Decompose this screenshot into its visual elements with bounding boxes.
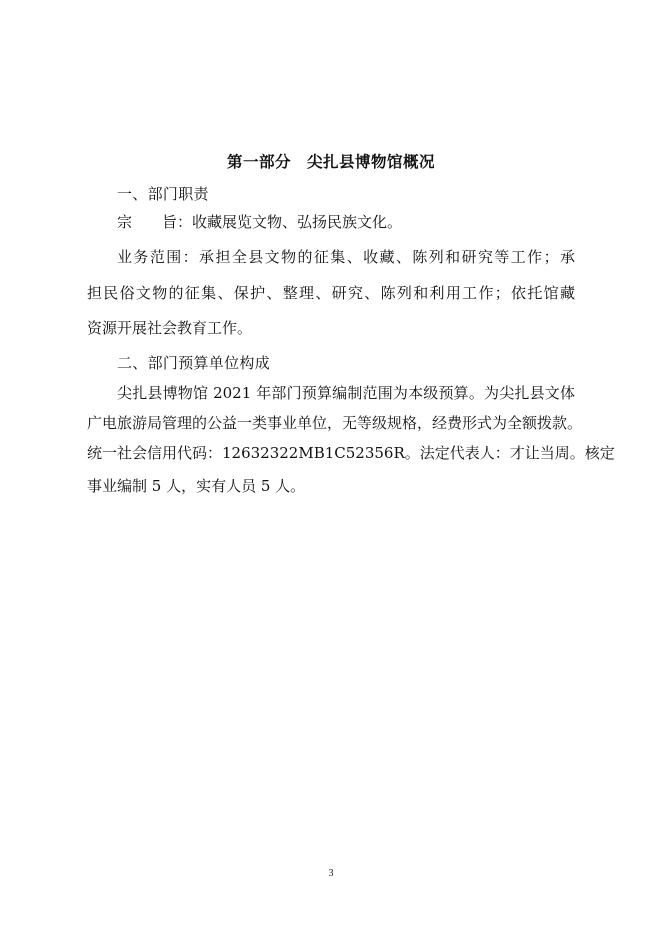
scope-line-2: 担民俗文物的征集、保护、整理、研究、陈列和利用工作；依托馆藏	[87, 284, 575, 302]
mission-statement: 宗 旨：收藏展览文物、弘扬民族文化。	[117, 213, 403, 231]
budget-line-2: 广电旅游局管理的公益一类事业单位，无等级规格，经费形式为全额拨款。	[87, 414, 583, 432]
page-number: 3	[328, 868, 334, 879]
scope-line-3: 资源开展社会教育工作。	[87, 319, 253, 337]
page-title: 第一部分 尖扎县博物馆概况	[226, 153, 435, 171]
budget-line-4: 事业编制 5 人，实有人员 5 人。	[87, 477, 306, 495]
scope-line-1: 业务范围：承担全县文物的征集、收藏、陈列和研究等工作；承	[117, 248, 575, 266]
budget-line-3: 统一社会信用代码：12632322MB1C52356R。法定代表人：才让当周。核定	[87, 444, 615, 462]
section-heading-responsibilities: 一、部门职责	[117, 185, 209, 203]
section-heading-budget-units: 二、部门预算单位构成	[117, 354, 271, 372]
budget-line-1: 尖扎县博物馆 2021 年部门预算编制范围为本级预算。为尖扎县文体	[117, 384, 575, 402]
